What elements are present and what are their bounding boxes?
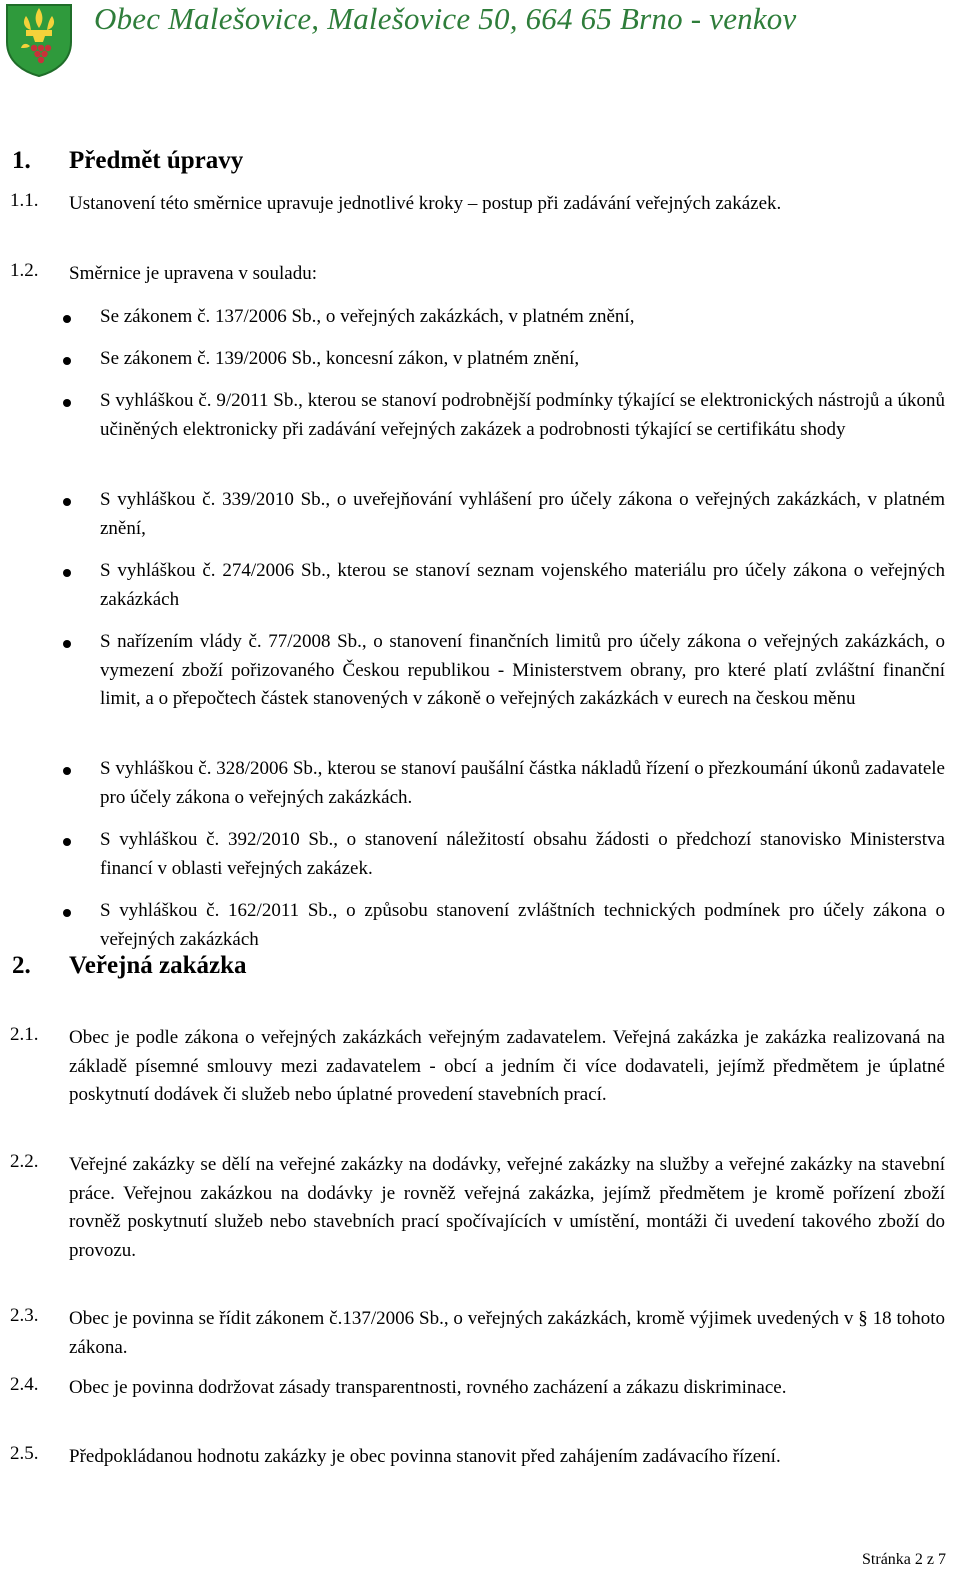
page-number: Stránka 2 z 7: [862, 1551, 946, 1568]
paragraph-text: Směrnice je upravena v souladu:: [69, 263, 317, 284]
list-item: S vyhláškou č. 274/2006 Sb., kterou se stanoví seznam vojenského materiálu pro účely zákona o veřejných zakázkách: [100, 560, 945, 610]
paragraph-text: Obec je podle zákona o veřejných zakázkách veřejným zadavatelem. Veřejná zakázka je zakázka realizovaná na základě písemné smlouvy mezi zadavatelem - obcí a jedním či více dodavateli, jejímž předmětem je úplatné poskytnutí dodávek či služeb nebo úplatné provedení stavebních prací.: [69, 1027, 945, 1106]
bullet-dot: [63, 767, 71, 775]
paragraph-number: 2.4.: [10, 1374, 39, 1395]
page-header: [0, 0, 960, 84]
paragraph-number: 2.1.: [10, 1024, 39, 1045]
list-item: Se zákonem č. 139/2006 Sb., koncesní zákon, v platném znění,: [100, 348, 580, 369]
list-item: S vyhláškou č. 339/2010 Sb., o uveřejňování vyhlášení pro účely zákona o veřejných zakázkách, v platném znění,: [100, 489, 945, 539]
list-item: S vyhláškou č. 328/2006 Sb., kterou se stanoví paušální částka nákladů řízení o přezkoumání úkonů zadavatele pro účely zákona o veřejných zakázkách.: [100, 758, 945, 808]
bullet-dot: [63, 315, 71, 323]
section-number: 2.: [12, 952, 31, 979]
paragraph-number: 1.1.: [10, 190, 39, 211]
paragraph-text: Veřejné zakázky se dělí na veřejné zakázky na dodávky, veřejné zakázky na služby a veřejné zakázky na stavební práce. Veřejnou zakázkou na dodávky je rovněž veřejná zakázka, jejímž předmětem je kromě pořízení zboží rovněž poskytnutí služeb nebo stavebních prací spočívajících v umístění, montáži či uvedení takového zboží do provozu.: [69, 1154, 945, 1261]
paragraph-number: 1.2.: [10, 260, 39, 281]
bullet-dot: [63, 399, 71, 407]
paragraph-text: Obec je povinna dodržovat zásady transparentnosti, rovného zacházení a zákazu diskriminace.: [69, 1377, 787, 1398]
list-item: S vyhláškou č. 392/2010 Sb., o stanovení náležitostí obsahu žádosti o předchozí stanovisko Ministerstva financí v oblasti veřejných zakázek.: [100, 829, 945, 879]
paragraph-number: 2.5.: [10, 1443, 39, 1464]
bullet-dot: [63, 838, 71, 846]
section-number: 1.: [12, 147, 31, 174]
paragraph-text: Ustanovení této směrnice upravuje jednotlivé kroky – postup při zadávání veřejných zakázek.: [69, 193, 782, 214]
list-item: S vyhláškou č. 9/2011 Sb., kterou se stanoví podrobnější podmínky týkající se elektronických nástrojů a úkonů učiněných elektronicky při zadávání veřejných zakázek a podrobnosti týkající se certifikátu shody: [100, 390, 945, 440]
bullet-dot: [63, 498, 71, 506]
header-title: Obec Malešovice, Malešovice 50, 664 65 Brno - venkov: [94, 1, 797, 36]
bullet-dot: [63, 640, 71, 648]
section-heading: [12, 952, 412, 984]
paragraph-text: Předpokládanou hodnotu zakázky je obec povinna stanovit před zahájením zadávacího řízení.: [69, 1446, 781, 1467]
bullet-dot: [63, 909, 71, 917]
list-item: S vyhláškou č. 162/2011 Sb., o způsobu stanovení zvláštních technických podmínek pro účely zákona o veřejných zakázkách: [100, 900, 945, 950]
list-item: Se zákonem č. 137/2006 Sb., o veřejných zakázkách, v platném znění,: [100, 306, 635, 327]
bullet-dot: [63, 357, 71, 365]
section-heading: [12, 147, 412, 179]
paragraph-number: 2.2.: [10, 1151, 39, 1172]
section-title: Předmět úpravy: [69, 147, 244, 174]
bullet-dot: [63, 569, 71, 577]
paragraph-number: 2.3.: [10, 1305, 39, 1326]
list-item: S nařízením vlády č. 77/2008 Sb., o stanovení finančních limitů pro účely zákona o veřejných zakázkách, o vymezení zboží pořizovaného Českou republikou - Ministerstvem obrany, pro které platí zvláštní finanční limit, a o přepočtech částek stanovených v zákoně o veřejných zakázkách v eurech na českou měnu: [100, 631, 945, 710]
municipal-coat-of-arms-icon: [4, 2, 74, 78]
paragraph-text: Obec je povinna se řídit zákonem č.137/2006 Sb., o veřejných zakázkách, kromě výjimek uvedených v § 18 tohoto zákona.: [69, 1308, 945, 1358]
section-title: Veřejná zakázka: [69, 952, 247, 979]
